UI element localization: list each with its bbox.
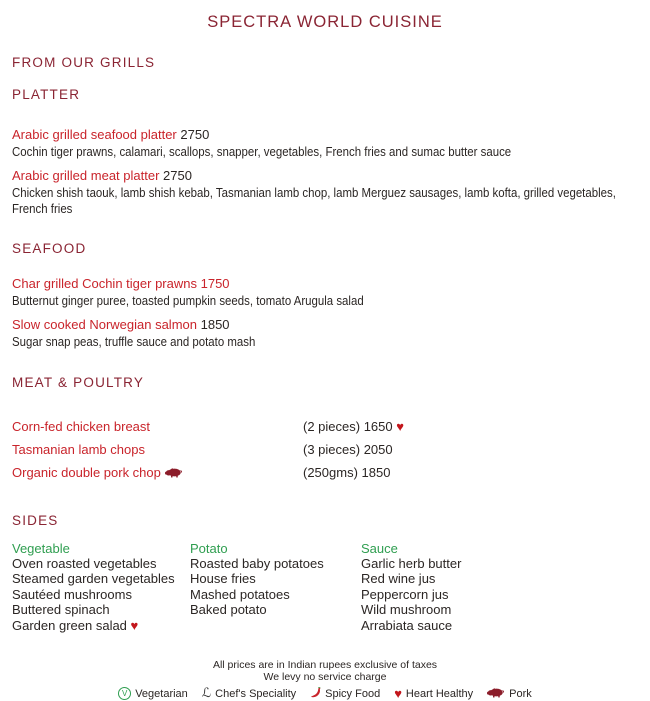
- legend-item-chef-speciality: [202, 687, 296, 701]
- side-item: Buttered spinach: [12, 602, 110, 618]
- section-heading-seafood: SEAFOOD: [12, 241, 87, 256]
- item-price: 2750: [180, 127, 210, 142]
- sides-column-potato: [190, 541, 361, 633]
- section-heading-sides: SIDES: [12, 513, 59, 528]
- legend-label: Heart Healthy: [405, 687, 474, 700]
- item-price: 1750: [200, 276, 230, 291]
- menu-item-seafood-platter: [12, 128, 638, 142]
- side-item: Sautéed mushrooms: [12, 586, 132, 602]
- vegetarian-icon: V: [118, 687, 131, 700]
- legend-item-vegetarian: [118, 687, 188, 701]
- item-price-group: [303, 420, 404, 434]
- legend-label: Pork: [509, 687, 532, 700]
- side-item: Baked potato: [190, 602, 267, 618]
- side-item: Arrabiata sauce: [361, 617, 453, 633]
- item-portion: (3 pieces): [303, 442, 361, 457]
- side-item: [12, 618, 190, 633]
- side-item: Roasted baby potatoes: [190, 556, 324, 571]
- side-item: Oven roasted vegetables: [12, 556, 157, 571]
- legend-label: Chef's Speciality: [215, 687, 297, 700]
- item-description-line2: French fries: [12, 201, 73, 216]
- column-heading: Vegetable: [12, 541, 70, 556]
- sides-column-vegetable: [12, 541, 190, 633]
- side-item-label: Garden green salad: [12, 617, 127, 633]
- spicy-food-icon: [310, 686, 321, 701]
- heart-healthy-icon: ♥: [394, 686, 402, 701]
- sides-column-sauce: [361, 541, 638, 633]
- item-description: Butternut ginger puree, toasted pumpkin seeds, tomato Arugula salad: [12, 293, 364, 308]
- side-item: Mashed potatoes: [190, 586, 290, 602]
- page-title: SPECTRA WORLD CUISINE: [207, 13, 443, 31]
- item-price: 1850: [200, 317, 230, 332]
- legend-item-heart-healthy: [394, 687, 473, 701]
- side-item: Steamed garden vegetables: [12, 571, 175, 587]
- menu-item-pork-chop: [12, 466, 638, 480]
- menu-item-lamb-chops: [12, 443, 638, 457]
- legend-item-spicy-food: [310, 686, 380, 701]
- column-heading: Potato: [190, 541, 228, 556]
- pork-icon: [165, 465, 183, 480]
- side-item: House fries: [190, 571, 256, 587]
- item-description: Chicken shish taouk, lamb shish kebab, Tasmanian lamb chop, lamb Merguez sausages, lamb kofta, grilled vegetables,: [12, 185, 616, 200]
- item-price: 1850: [361, 465, 391, 480]
- legend-label: Spicy Food: [325, 687, 381, 700]
- item-name: Organic double pork chop: [12, 465, 161, 480]
- item-portion: (250gms): [303, 465, 358, 480]
- item-description: Sugar snap peas, truffle sauce and potato mash: [12, 334, 256, 349]
- section-heading-from-our-grills: FROM OUR GRILLS: [12, 55, 156, 70]
- legend-item-pork: [487, 687, 532, 701]
- menu-item-tiger-prawns: [12, 277, 638, 291]
- footer: [12, 659, 638, 701]
- heart-healthy-icon: ♥: [396, 419, 404, 434]
- item-portion: (2 pieces): [303, 419, 361, 434]
- item-description: Cochin tiger prawns, calamari, scallops, snapper, vegetables, French fries and sumac butter sauce: [12, 144, 512, 159]
- item-price: 2050: [363, 442, 393, 457]
- item-name: Arabic grilled meat platter: [12, 168, 160, 183]
- menu-item-norwegian-salmon: [12, 318, 638, 332]
- side-item: Red wine jus: [361, 571, 436, 587]
- side-item: Wild mushroom: [361, 602, 452, 618]
- item-name: Char grilled Cochin tiger prawns: [12, 276, 197, 291]
- legend: [12, 686, 638, 701]
- side-item: Peppercorn jus: [361, 586, 449, 602]
- item-price-group: [303, 466, 390, 480]
- section-heading-platter: PLATTER: [12, 87, 81, 102]
- item-name: Tasmanian lamb chops: [12, 442, 145, 457]
- legend-label: Vegetarian: [135, 687, 188, 700]
- item-price: 2750: [163, 168, 192, 183]
- menu-item-chicken-breast: [12, 420, 638, 434]
- chef-speciality-icon: ℒ: [201, 686, 212, 701]
- menu-item-meat-platter: [12, 169, 638, 183]
- item-price-group: [303, 443, 393, 457]
- side-item: Garlic herb butter: [361, 556, 462, 571]
- column-heading: Sauce: [361, 541, 398, 556]
- item-name: Arabic grilled seafood platter: [12, 127, 177, 142]
- heart-healthy-icon: ♥: [130, 617, 139, 633]
- sides-columns: [12, 541, 638, 633]
- item-price: 1650: [363, 419, 393, 434]
- section-heading-meat-poultry: MEAT & POULTRY: [12, 375, 145, 390]
- pork-icon: [487, 687, 505, 701]
- footer-service-note: We levy no service charge: [263, 671, 387, 684]
- item-name: Slow cooked Norwegian salmon: [12, 317, 197, 332]
- item-name: Corn-fed chicken breast: [12, 419, 151, 434]
- footer-taxes-note: All prices are in Indian rupees exclusive of taxes: [212, 659, 438, 672]
